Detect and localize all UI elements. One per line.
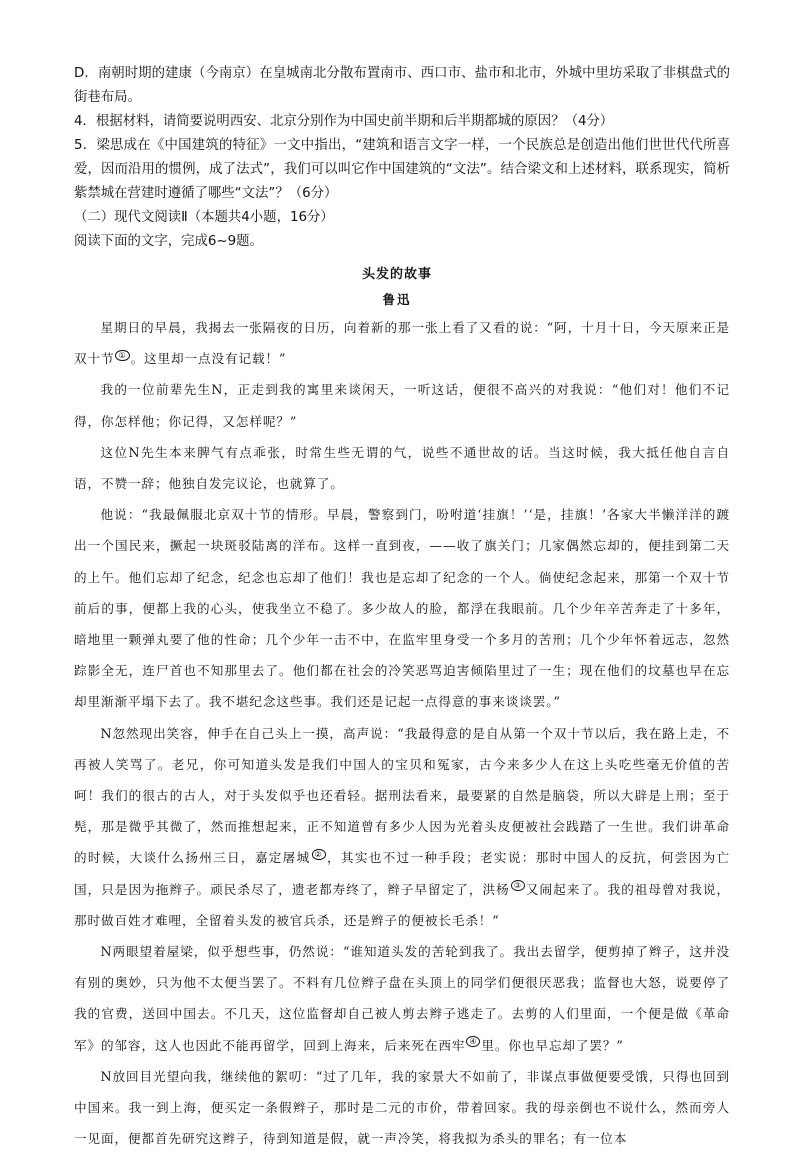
paragraph-7: N放回目光望向我，继续他的絮叨：“过了几年，我的家景大不如前了，非谋点事做便要受饿，只得也回到中国来。我一到上海，便买定一条假辫子，那时是二元的市价，带着回家。我的母亲倒也不说什么，然而旁人一见面，便都首先研究这辫子，待到知道是假，就一声冷笑，将我拟为杀头的罪名；有一位本: [74, 1068, 730, 1147]
reading-instruction: 阅读下面的文字，完成6~9题。: [74, 234, 263, 249]
paragraph-3: 这位N先生本来脾气有点乖张，时常生些无谓的气，说些不通世故的话。当这时候，我大抵任他自言自语，不赞一辞；他独自发完议论，也就算了。: [74, 444, 730, 492]
article-body: [74, 312, 730, 1154]
paragraph-1: 星期日的早晨，我揭去一张隔夜的日历，向着新的那一张上看了又看的说：“阿，十月十日，今天原来正是双十节 ① 。这里却一点没有记载！”: [74, 320, 730, 367]
article-title: 头发的故事: [361, 267, 432, 282]
question-4: 4．根据材料，请简要说明西安、北京分别作为中国史前半期和后半期都城的原因？（4分）: [74, 114, 614, 129]
paragraph-2: 我的一位前辈先生N，正走到我的寓里来谈闲天，一听这话，便很不高兴的对我说：“他们对！他们不记得，你怎样他；你记得，又怎样呢？”: [74, 382, 730, 429]
footnote-marker: ②: [312, 849, 327, 860]
paragraph-6: N两眼望着屋梁，似乎想些事，仍然说：“谁知道头发的苦轮到我了。我出去留学，便剪掉了辫子，这并没有别的奥妙，只为他不太便当罢了。不料有几位辫子盘在头顶上的同学们便很厌恶我；监督也大怒，说要停了我的官费，送回中国去。不几天，这位监督却自己被人剪去辫子逃走了。去剪的人们里面，一个便是做《革命军》的邹容，这人也因此不能再留学，回到上海来，后来死在西牢 ④ 里。你也早忘却了罢？”: [74, 944, 730, 1053]
footnote-marker: ①: [115, 350, 129, 361]
question-5: 5．梁思成在《中国建筑的特征》一文中指出，“建筑和语言文字一样，一个民族总是创造出他们世世代代所喜爱，因而沿用的惯例，成了法式”，我们可以叫它作中国建筑的“文法”。结合梁文和上述材料，联系现实，简析紫禁城在营建时遵循了哪些“文法”？（6分）: [74, 138, 730, 201]
footnote-marker: ④: [466, 1036, 480, 1047]
question-block: [74, 62, 730, 254]
footnote-marker: ③: [511, 880, 525, 891]
section-heading: （二）现代文阅读Ⅱ（本题共4小题，16分）: [74, 210, 334, 225]
option-d: D．南朝时期的建康（今南京）在皇城南北分散布置南市、西口市、盐市和北市，外城中里坊采取了非棋盘式的街巷布局。: [74, 66, 730, 105]
paragraph-5: N忽然现出笑容，伸手在自己头上一摸，高声说：“我最得意的是自从第一个双十节以后，我在路上走，不再被人笑骂了。老兄，你可知道头发是我们中国人的宝贝和冤家，古今来多少人在这上头吃些毫无价值的苦呵！我们的很古的古人，对于头发似乎也还看轻。据刑法看来，最要紧的自然是脑袋，所以大辟是上刑；至于髡，那是微乎其微了，然而推想起来，正不知道曾有多少人因为光着头皮便被社会践踏了一生世。我们讲革命的时候，大谈什么扬州三日，嘉定屠城 ② ，其实也不过一种手段；老实说：那时中国人的反抗，何尝因为亡国，只是因为拖辫子。顽民杀尽了，遗老都寿终了，辫子早留定了，洪杨 ③ 又闹起来了。我的祖母曾对我说，那时做百姓才难哩，全留着头发的被官兵杀，还是辫子的便被长毛杀！”: [74, 725, 730, 928]
paragraph-4: 他说：“我最佩服北京双十节的情形。早晨，警察到门，吩咐道‘挂旗！’‘是，挂旗！’各家大半懒洋洋的踱出一个国民来，撅起一块斑驳陆离的洋布。这样一直到夜，——收了旗关门；几家偶然忘却的，便挂到第二天的上午。他们忘却了纪念，纪念也忘却了他们！我也是忘却了纪念的一个人。倘使纪念起来，那第一个双十节前后的事，便都上我的心头，使我坐立不稳了。多少故人的脸，都浮在我眼前。几个少年辛苦奔走了十多年，暗地里一颗弹丸要了他的性命；几个少年一击不中，在监牢里身受一个多月的苦刑；几个少年怀着远志，忽然踪影全无，连尸首也不知那里去了。他们都在社会的冷笑恶骂迫害倾陷里过了一生；现在他们的坟墓也早在忘却里渐渐平塌下去了。我不堪纪念这些事。我们还是记起一点得意的事来谈谈罢。”: [74, 507, 730, 710]
article-author: 鲁迅: [382, 292, 412, 307]
